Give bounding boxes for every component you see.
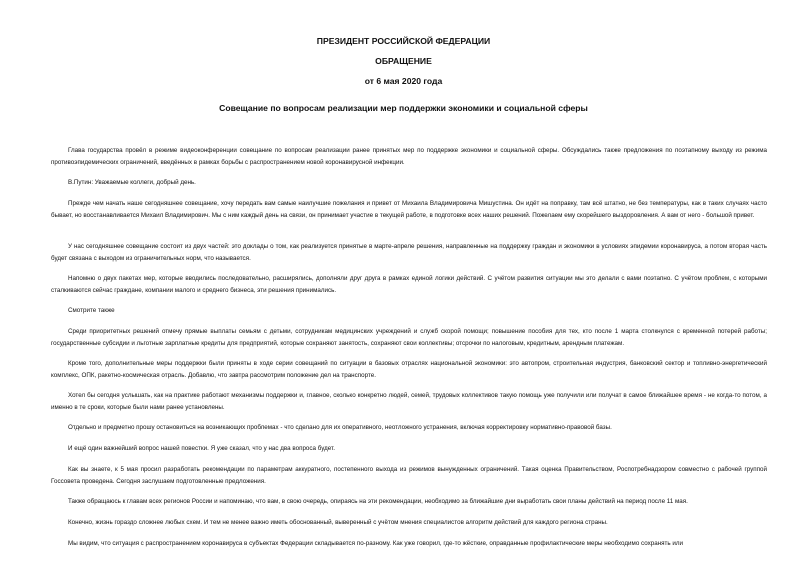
paragraph-regions: Также обращаюсь к главам всех регионов России и напоминаю, что вам, в свою очередь, опираясь на эти рекомендации, необходимо за ближайшие дни выработать свои планы действий на период после 11 мая. [68, 498, 688, 505]
paragraph-intro: Глава государства провёл в режиме видеоконференции совещание по вопросам реализации ранее принятых мер по поддержке экономики и социальной сферы. Обсуждались также предложения по поэтапному выходу из режима противоэпидемических ограничений, введённых в рамках борьбы с распространением новой коронавирусной инфекции. [51, 147, 767, 166]
paragraph-situation: Мы видим, что ситуация с распространением коронавируса в субъектах Федерации складывается по-разному. Как уже говорил, где-то жёсткие, оправданные профилактические меры необходимо сохранять или [68, 540, 684, 547]
document-title: Совещание по вопросам реализации мер поддержки экономики и социальной сферы [219, 103, 588, 113]
document-date: от 6 мая 2020 года [364, 76, 443, 86]
paragraph-algorithm: Конечно, жизнь гораздо сложнее любых схем. И тем не менее важно иметь обоснованный, выверенный с учётом мнения специалистов алгоритм действий для каждого региона страны. [68, 519, 608, 526]
paragraph-packages: Напомню о двух пакетах мер, которые вводились последовательно, расширялись, дополняли друг друга в рамках единой логики действий. С учётом развития ситуации мы это делали с вами поэтапно. С учётом проблем, с которыми сталкиваются сейчас граждане, компании малого и среднего бизнеса, эти решения принимались. [51, 275, 767, 294]
paragraph-greeting: В.Путин: Уважаемые коллеги, добрый день. [68, 179, 196, 186]
paragraph-problems: Отдельно и предметно прошу остановиться на возникающих проблемах - что сделано для их оперативного, неотложного устранения, включая корректировку нормативно-правовой базы. [68, 424, 612, 431]
issuer-heading: ПРЕЗИДЕНТ РОССИЙСКОЙ ФЕДЕРАЦИИ [316, 36, 491, 46]
document-type-heading: ОБРАЩЕНИЕ [375, 56, 432, 66]
see-also-link[interactable]: Смотрите также [68, 307, 115, 314]
paragraph-recommendations: Как вы знаете, к 5 мая просил разработать рекомендации по параметрам аккуратного, постепенного выхода из режимов вынужденных ограничений. Такая оценка Правительством, Роспотребнадзором совместно с рабочей группой Госсовета проведена. Сегодня заслушаем подготовленные предложения. [51, 466, 767, 485]
paragraph-agenda: И ещё один важнейший вопрос нашей повестки. Я уже сказал, что у нас два вопроса будет. [68, 445, 335, 452]
paragraph-priorities: Среди приоритетных решений отмечу прямые выплаты семьям с детьми, сотрудникам медицинских учреждений и служб скорой помощи; повышение пособия для тех, кто после 1 марта столкнулся с временной потерей работы; государственные субсидии и льготные зарплатные кредиты для предприятий, которые сохраняют занятость, сохраняют свои коллективы; отсрочки по налоговым, кредитным, арендным платежам. [51, 328, 767, 347]
paragraph-industries: Кроме того, дополнительные меры поддержки были приняты в ходе серии совещаний по ситуации в базовых отраслях национальной экономики: это автопром, строительная индустрия, банковский сектор и топливно-энергетический комплекс, ОПК, ракетно-космическая отрасль. Добавлю, что завтра рассмотрим положение дел на транспорте. [51, 360, 767, 379]
paragraph-regards: Прежде чем начать наше сегодняшнее совещание, хочу передать вам самые наилучшие пожелания и привет от Михаила Владимировича Мишустина. Он идёт на поправку, там всё штатно, не без температуры, как в таких случаях часто бывает, но восстанавливается Михаил Владимирович. Мы с ним каждый день на связи, он принимает участие в текущей работе, в подготовке всех наших решений. Пожелаем ему скорейшего выздоровления. А вам от него - большой привет. [51, 200, 767, 219]
paragraph-meeting-parts: У нас сегодняшнее совещание состоит из двух частей: это доклады о том, как реализуется принятые в марте-апреле решения, направленные на поддержку граждан и экономики в условиях эпидемии коронавируса, а потом вторая часть будет связана с выходом из ограничительных норм, что называется. [51, 243, 767, 262]
paragraph-mechanisms: Хотел бы сегодня услышать, как на практике работают механизмы поддержки и, главное, сколько конкретно людей, семей, трудовых коллективов такую помощь уже получили или получат в самое ближайшее время - не когда-то потом, а именно в те сроки, которые были нами ранее установлены. [51, 392, 767, 411]
